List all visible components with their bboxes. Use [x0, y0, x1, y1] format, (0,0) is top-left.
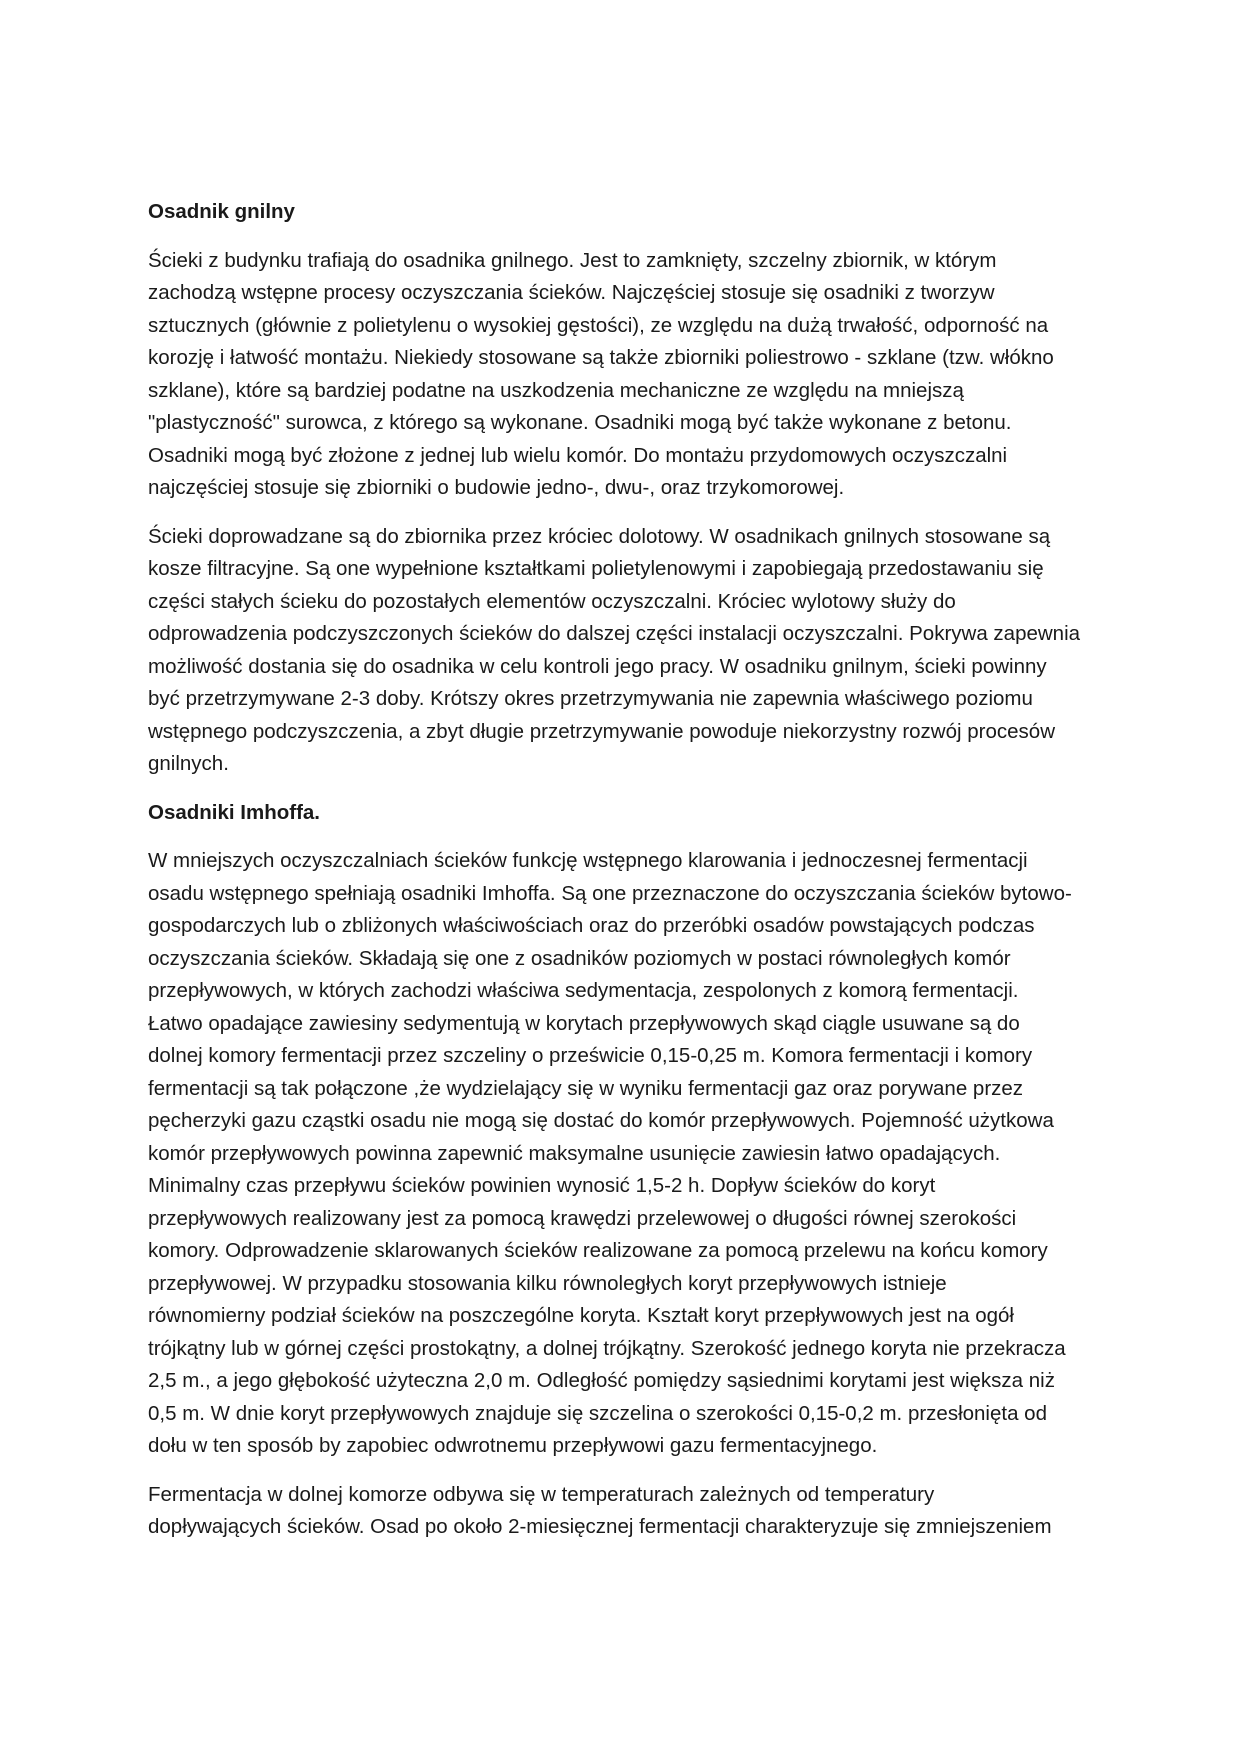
- paragraph-line: przepływowych realizowany jest za pomocą krawędzi przelewowej o długości równej szerokości: [148, 1206, 1017, 1230]
- paragraph-line: możliwość dostania się do osadnika w celu kontroli jego pracy. W osadniku gnilnym, ścieki powinny: [148, 654, 1047, 678]
- paragraph-line: Minimalny czas przepływu ścieków powinien wynosić 1,5-2 h. Dopływ ścieków do koryt: [148, 1174, 936, 1197]
- paragraph-4: [148, 1479, 1098, 1544]
- paragraph-line: dolnej komory fermentacji przez szczeliny o prześwicie 0,15-0,25 m. Komora fermentacji i komory: [148, 1044, 1033, 1067]
- section-heading-osadnik-gnilny: Osadnik gnilny: [148, 200, 295, 223]
- paragraph-line: trójkątny lub w górnej części prostokątny, a dolnej trójkątny. Szerokość jednego koryta nie przekracza: [148, 1336, 1066, 1360]
- paragraph-line: pęcherzyki gazu cząstki osadu nie mogą się dostać do komór przepływowych. Pojemność użytkowa: [148, 1109, 1054, 1132]
- paragraph-line: Łatwo opadające zawiesiny sedymentują w korytach przepływowych skąd ciągle usuwane są do: [148, 1011, 1020, 1035]
- paragraph-line: sztucznych (głównie z polietylenu o wysokiej gęstości), ze względu na dużą trwałość, odporność na: [148, 313, 1049, 337]
- paragraph-line: gnilnych.: [148, 752, 229, 775]
- paragraph-3: [148, 845, 1098, 1463]
- paragraph-line: dopływających ścieków. Osad po około 2-miesięcznej fermentacji charakteryzuje się zmniejszeniem: [148, 1515, 1052, 1538]
- paragraph-line: Fermentacja w dolnej komorze odbywa się w temperaturach zależnych od temperatury: [148, 1482, 935, 1506]
- paragraph-line: wstępnego podczyszczenia, a zbyt długie przetrzymywanie powoduje niekorzystny rozwój procesów: [148, 719, 1055, 743]
- paragraph-line: W mniejszych oczyszczalniach ścieków funkcję wstępnego klarowania i jednoczesnej fermentacji: [148, 849, 1028, 872]
- paragraph-line: fermentacji są tak połączone ,że wydzielający się w wyniku fermentacji gaz oraz porywane przez: [148, 1076, 1024, 1100]
- paragraph-1: [148, 245, 1098, 505]
- paragraph-line: "plastyczność" surowca, z którego są wykonane. Osadniki mogą być także wykonane z betonu.: [148, 411, 1012, 434]
- paragraph-line: gospodarczych lub o zbliżonych właściwościach oraz do przeróbki osadów powstających podczas: [148, 914, 1035, 937]
- paragraph-line: Ścieki doprowadzane są do zbiornika przez króciec dolotowy. W osadnikach gnilnych stosowane są: [148, 524, 1051, 548]
- paragraph-line: być przetrzymywane 2-3 doby. Krótszy okres przetrzymywania nie zapewnia właściwego poziomu: [148, 687, 1033, 710]
- paragraph-line: równomierny podział ścieków na poszczególne koryta. Kształt koryt przepływowych jest na ogół: [148, 1304, 1014, 1327]
- paragraph-line: 0,5 m. W dnie koryt przepływowych znajduje się szczelina o szerokości 0,15-0,2 m. przesłonięta od: [148, 1401, 1047, 1425]
- section-heading-osadniki-imhoffa: Osadniki Imhoffa.: [148, 800, 320, 824]
- paragraph-line: dołu w ten sposób by zapobiec odwrotnemu przepływowi gazu fermentacyjnego.: [148, 1434, 878, 1457]
- paragraph-line: części stałych ścieku do pozostałych elementów oczyszczalni. Króciec wylotowy służy do: [148, 589, 956, 613]
- paragraph-line: Ścieki z budynku trafiają do osadnika gnilnego. Jest to zamknięty, szczelny zbiornik, w którym: [148, 248, 997, 272]
- paragraph-line: przepływowej. W przypadku stosowania kilku równoległych koryt przepływowych istnieje: [148, 1271, 947, 1295]
- paragraph-line: korozję i łatwość montażu. Niekiedy stosowane są także zbiorniki poliestrowo - szklane (tzw. włókno: [148, 346, 1054, 369]
- paragraph-line: komór przepływowych powinna zapewnić maksymalne usunięcie zawiesin łatwo opadających.: [148, 1141, 1001, 1165]
- paragraph-line: osadu wstępnego spełniają osadniki Imhoffa. Są one przeznaczone do oczyszczania ścieków bytowo-: [148, 881, 1072, 905]
- document-body: [148, 196, 1098, 1560]
- paragraph-line: kosze filtracyjne. Są one wypełnione kształtkami polietylenowymi i zapobiegają przedostawaniu się: [148, 557, 1044, 580]
- paragraph-line: 2,5 m., a jego głębokość użyteczna 2,0 m. Odległość pomiędzy sąsiednimi korytami jest większa niż: [148, 1369, 1055, 1392]
- paragraph-line: Osadniki mogą być złożone z jednej lub wielu komór. Do montażu przydomowych oczyszczalni: [148, 443, 1008, 467]
- paragraph-line: zachodzą wstępne procesy oczyszczania ścieków. Najczęściej stosuje się osadniki z tworzyw: [148, 281, 995, 304]
- paragraph-line: szklane), które są bardziej podatne na uszkodzenia mechaniczne ze względu na mniejszą: [148, 378, 964, 402]
- paragraph-line: komory. Odprowadzenie sklarowanych ścieków realizowane za pomocą przelewu na końcu komory: [148, 1239, 1048, 1262]
- paragraph-line: najczęściej stosuje się zbiorniki o budowie jedno-, dwu-, oraz trzykomorowej.: [148, 476, 845, 499]
- paragraph-line: odprowadzenia podczyszczonych ścieków do dalszej części instalacji oczyszczalni. Pokrywa zapewnia: [148, 622, 1081, 645]
- paragraph-2: [148, 521, 1098, 781]
- paragraph-line: oczyszczania ścieków. Składają się one z osadników poziomych w postaci równoległych komór: [148, 946, 1011, 970]
- paragraph-line: przepływowych, w których zachodzi właściwa sedymentacja, zespolonych z komorą fermentacji.: [148, 979, 1019, 1002]
